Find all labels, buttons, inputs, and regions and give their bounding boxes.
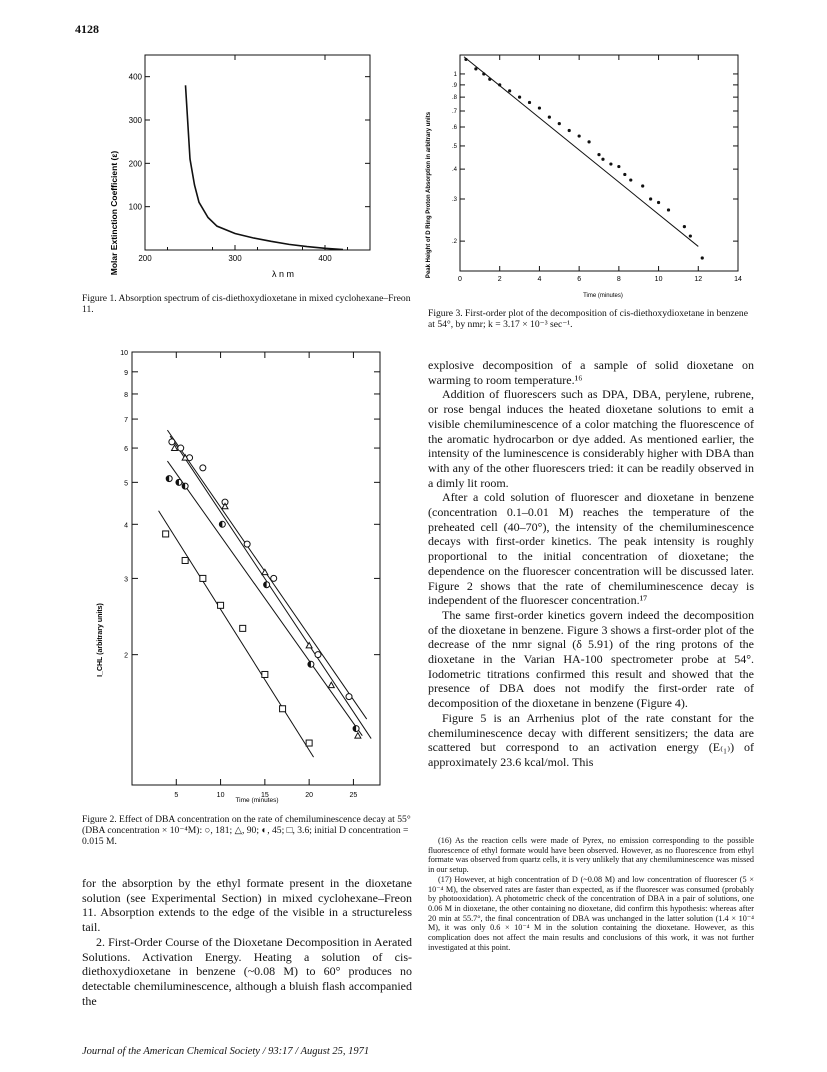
figure-2-square-point: [240, 625, 246, 631]
figure-3-y-tick-label: .8: [451, 95, 457, 102]
figure-1-y-tick-label: 100: [128, 202, 142, 212]
figure-2-y-tick-label: 3: [124, 576, 128, 584]
figure-2-square-point: [182, 557, 188, 563]
figure-2-fit-line: [167, 461, 362, 736]
figure-3-y-tick-label: .7: [451, 108, 457, 115]
figure-3-x-tick-label: 0: [458, 276, 462, 283]
figure-2-triangle-point: [262, 569, 268, 574]
figure-3-y-label: Peak Height of D Ring Proton Absorption in arbitrary units: [426, 111, 432, 279]
figure-3-y-tick-label: .2: [451, 239, 457, 246]
figure-2-y-tick-label: 2: [124, 652, 128, 660]
right-paragraph-4: The same first-order kinetics govern indeed the decomposition of the dioxetane in benzene. Figure 3 shows a first-order plot of the decrease of the nmr signal (δ 5.91) of the ring protons of the dioxetane in the Varian HA-100 spectrometer probe at 54°. Iodometric titrations confirmed this result and showed that the presence of DBA does not modify the first-order rate of decomposition of the dioxetane in benzene (Figure 4).: [428, 607, 754, 711]
figure-1-spectrum-line: [186, 85, 344, 249]
figure-2-circle-point: [244, 541, 250, 547]
figure-2-x-tick-label: 10: [216, 792, 225, 799]
figure-2-y-tick-label: 9: [124, 369, 128, 377]
figure-3-data-point: [518, 96, 521, 99]
footnote-16: (16) As the reaction cells were made of Pyrex, no emission corresponding to the possible fluorescence of ethyl formate would have been observed. However, as no fluorescence from ethyl formate was observed from quartz cells, it is very unlikely that any chemiluminescence was missed in our setup.: [428, 836, 754, 875]
figure-2-circle-point: [346, 694, 352, 700]
figure-3-y-tick-label: .6: [451, 125, 457, 131]
figure-2-square-point: [280, 706, 286, 712]
figure-1-x-tick-label: 300: [228, 254, 242, 263]
figure-3-x-tick-label: 8: [616, 276, 621, 283]
figure-1-chart: [105, 45, 405, 285]
figure-3-data-point: [548, 115, 551, 118]
figure-1-y-tick-label: 400: [128, 72, 142, 82]
figure-2-square-point: [218, 602, 224, 608]
figure-3-chart: [418, 45, 748, 305]
right-paragraph-5: Figure 5 is an Arrhenius plot of the rate constant for the chemiluminescence decay with different sensitizers; the data are scattered but correspond to an activation energy (E₍₁₎) of approximately 23.6 kcal/mol. This: [428, 710, 754, 769]
figure-3-data-point: [617, 165, 620, 168]
figure-3-y-tick-label: .3: [451, 197, 457, 203]
figure-3-x-tick-label: 10: [654, 276, 663, 283]
figure-3-data-point: [701, 256, 704, 259]
figure-1-y-label: Molar Extinction Coefficient (ε): [109, 150, 119, 276]
figure-2-y-tick-label: 10: [120, 350, 128, 357]
figure-1-x-label: λ n m: [271, 269, 295, 279]
figure-1-x-tick-label: 200: [138, 254, 152, 263]
figure-2-square-point: [262, 671, 268, 677]
figure-3-x-tick-label: 12: [694, 276, 703, 283]
figure-3-x-tick-label: 4: [537, 276, 542, 283]
figure-1-plot: [129, 55, 370, 263]
figure-3-x-tick-label: 14: [734, 276, 742, 283]
figure-3-x-tick-label: 6: [577, 276, 582, 283]
figure-2-chart: [82, 340, 402, 810]
figure-3-caption: Figure 3. First-order plot of the decomposition of cis-diethoxydioxetane in benzene at 54°, by nmr; k = 3.17 × 10⁻³ sec⁻¹.: [428, 308, 748, 330]
figure-3-y-tick-label: .9: [451, 82, 457, 89]
figure-3-data-point: [558, 122, 561, 125]
figure-2-circle-point: [271, 575, 277, 581]
right-paragraph-2: Addition of fluorescers such as DPA, DBA, perylene, rubrene, or rose bengal induces the heated dioxetane solutions to emit a visible chemiluminescence of a color matching the fluorescence of the aromatic hydrocarbon or dye added. As mentioned earlier, the intensity of the luminescence is considerably higher with DBA than with any of the other fluorescers tried: it can be readily observed in a dimly lit room.: [428, 387, 754, 490]
figure-3-data-point: [629, 178, 632, 181]
figure-3-data-point: [508, 89, 511, 92]
left-paragraph-1: for the absorption by the ethyl formate present in the dioxetane solution (see Experimental Section) in mixed cyclohexane–Freon 11. Absorption extends to the edge of the visible in a structureless tail.: [82, 876, 412, 935]
figure-2-plot: [120, 350, 380, 799]
figure-3-y-tick-label: .4: [451, 167, 457, 174]
right-paragraph-3: After a cold solution of fluorescer and dioxetane in benzene (concentration 0.1–0.01 M) reaches the temperature of the preheated cell (40–70°), the intensity of the chemiluminescence decays with first-order kinetics. The peak intensity is roughly proportional to the initial concentration of dioxetane; the dependence on the fluorescer concentration will be discussed later. Figure 2 shows that the rate of chemiluminescence decay is independent of the fluorescer concentration.¹⁷: [428, 490, 754, 608]
right-paragraph-1: explosive decomposition of a sample of solid dioxetane on warming to room temperature.¹⁶: [428, 358, 754, 387]
footnote-17: (17) However, at high concentration of D (~0.08 M) and low concentration of fluorescer (5 × 10⁻⁴ M), the observed rates are faster than expected, as if the fluorescer was consumed (probably by photooxidation). A photometric check of the concentration of DBA in a pair of solutions, one 0.06 M in dioxetane, the other containing no dioxetane, did confirm this hypothesis: whereas after 20 min at 55.7°, the final concentration of DBA was unchanged in the latter solution (1.4 × 10⁻⁴ M), it was only 0.6 × 10⁻⁴ M in the solution containing the dioxetane. However, as this complication does not affect the main results and conclusions of this work, it was not further investigated at this point.: [428, 874, 754, 952]
figure-3-data-point: [623, 173, 626, 176]
figure-2-circle-point: [315, 652, 321, 658]
figure-3-x-tick-label: 2: [497, 276, 502, 283]
figure-1-frame: [145, 55, 370, 250]
figure-2-caption: Figure 2. Effect of DBA concentration on the rate of chemiluminescence decay at 55° (DBA concentration × 10⁻⁴M): ○, 181; △, 90; ◐, 45; □, 3.6; initial D concentration = 0.015 M.: [82, 814, 411, 847]
figure-3-data-point: [464, 58, 467, 61]
figure-3-data-point: [488, 78, 491, 81]
figure-2-y-tick-label: 5: [124, 480, 128, 488]
journal-footer: Journal of the American Chemical Society / 93:17 / August 25, 1971: [82, 1046, 370, 1057]
figure-3-y-tick-label: .5: [451, 143, 457, 150]
page-number: 4128: [75, 22, 99, 36]
figure-2-y-label: I_CHL (arbitrary units): [97, 603, 104, 677]
figure-2-circle-point: [169, 439, 175, 445]
figure-3-data-point: [683, 225, 686, 228]
figure-2-x-tick-label: 5: [174, 792, 179, 799]
figure-3-data-point: [498, 83, 501, 86]
figure-2-triangle-point: [355, 733, 361, 738]
figure-2-y-tick-label: 4: [124, 522, 128, 530]
figure-2-y-tick-label: 8: [124, 391, 128, 399]
figure-2-triangle-point: [328, 682, 334, 687]
figure-1-y-tick-label: 200: [128, 159, 142, 169]
figure-3-plot: [452, 55, 742, 283]
footnotes: [428, 836, 754, 952]
figure-3-data-point: [601, 158, 604, 161]
figure-2-x-label: Time (minutes): [235, 797, 279, 804]
figure-3-data-point: [649, 197, 652, 200]
figure-2-x-tick-label: 25: [349, 792, 358, 799]
left-paragraph-2: 2. First-Order Course of the Dioxetane Decomposition in Aerated Solutions. Activation Energy. Heating a solution of cis-diethoxydioxetane in benzene (~0.08 M) to 60° produces no detectable chemiluminescence, although a bluish flash accompanied the: [82, 934, 412, 1008]
figure-2-square-point: [306, 740, 312, 746]
right-column-text: [428, 358, 754, 770]
figure-3-data-point: [538, 106, 541, 109]
figure-2-y-tick-label: 6: [124, 446, 128, 454]
figure-3-data-point: [528, 101, 531, 104]
figure-1-caption: Figure 1. Absorption spectrum of cis-diethoxydioxetane in mixed cyclohexane–Freon 11.: [82, 293, 411, 315]
figure-2-triangle-point: [306, 642, 312, 647]
figure-2-square-point: [200, 575, 206, 581]
figure-2-circle-point: [200, 465, 206, 471]
figure-2-circle-point: [178, 445, 184, 451]
figure-2-x-tick-label: 20: [305, 792, 314, 799]
figure-3-data-point: [657, 201, 660, 204]
figure-3-data-point: [667, 208, 670, 211]
figure-2-fit-line: [170, 436, 371, 739]
figure-3-data-point: [587, 140, 590, 143]
figure-3-data-point: [597, 153, 600, 156]
figure-3-data-point: [641, 184, 644, 187]
figure-3-data-point: [689, 234, 692, 237]
figure-3-y-tick-label: 1: [453, 71, 457, 78]
figure-2-square-point: [163, 531, 169, 537]
figure-1-x-tick-label: 400: [318, 254, 332, 263]
figure-3-data-point: [474, 67, 477, 70]
figure-2-frame: [132, 352, 380, 785]
figure-1-y-tick-label: 300: [128, 116, 142, 125]
figure-3-data-point: [568, 129, 571, 132]
figure-3-data-point: [609, 162, 612, 165]
figure-2-y-tick-label: 7: [124, 417, 128, 425]
figure-3-data-point: [482, 72, 485, 75]
figure-2-x-tick-label: 15: [260, 792, 269, 799]
left-column-text: [82, 876, 412, 1008]
figure-3-x-label: Time (minutes): [583, 293, 623, 299]
figure-3-data-point: [578, 134, 581, 137]
